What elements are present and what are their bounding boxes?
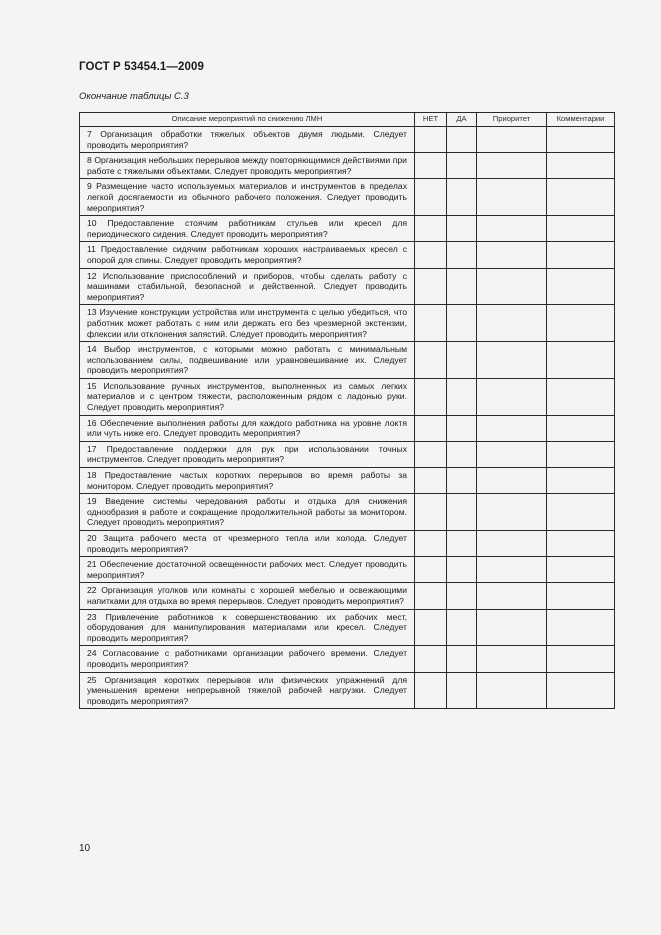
measure-description: 11 Предоставление сидячим работникам хороших настраиваемых кресел с опорой для спины. Следует проводить мероприятия? xyxy=(80,242,415,268)
yes-cell[interactable] xyxy=(447,153,477,179)
page-number: 10 xyxy=(79,843,91,854)
table-row xyxy=(80,216,615,242)
measure-description: 25 Организация коротких перерывов или физических упражнений для уменьшения времени непрерывной тяжелой рабочей нагрузки. Следует проводить мероприятия? xyxy=(80,672,415,709)
no-cell[interactable] xyxy=(415,179,447,216)
measure-description: 7 Организация обработки тяжелых объектов двумя людьми. Следует проводить мероприятия? xyxy=(80,127,415,153)
comments-cell[interactable] xyxy=(547,583,615,609)
table-row xyxy=(80,468,615,494)
comments-cell[interactable] xyxy=(547,609,615,646)
priority-cell[interactable] xyxy=(477,127,547,153)
measure-description: 9 Размещение часто используемых материалов и инструментов в пределах легкой досягаемости из обычного рабочего положения. Следует проводить мероприятия? xyxy=(80,179,415,216)
table-row xyxy=(80,342,615,379)
comments-cell[interactable] xyxy=(547,646,615,672)
yes-cell[interactable] xyxy=(447,415,477,441)
yes-cell[interactable] xyxy=(447,672,477,709)
no-cell[interactable] xyxy=(415,468,447,494)
priority-cell[interactable] xyxy=(477,305,547,342)
yes-cell[interactable] xyxy=(447,531,477,557)
measure-description: 8 Организация небольших перерывов между повторяющимися действиями при работе с тяжелыми объектами. Следует проводить мероприятия? xyxy=(80,153,415,179)
document-standard-title: ГОСТ Р 53454.1—2009 xyxy=(79,61,204,73)
yes-cell[interactable] xyxy=(447,127,477,153)
table-row xyxy=(80,583,615,609)
comments-cell[interactable] xyxy=(547,179,615,216)
priority-cell[interactable] xyxy=(477,646,547,672)
table-row xyxy=(80,415,615,441)
comments-cell[interactable] xyxy=(547,415,615,441)
measure-description: 21 Обеспечение достаточной освещенности рабочих мест. Следует проводить мероприятия? xyxy=(80,557,415,583)
yes-cell[interactable] xyxy=(447,494,477,531)
measure-description: 10 Предоставление стоячим работникам стульев или кресел для периодического сидения. Следует проводить мероприятия? xyxy=(80,216,415,242)
no-cell[interactable] xyxy=(415,153,447,179)
priority-cell[interactable] xyxy=(477,609,547,646)
comments-cell[interactable] xyxy=(547,216,615,242)
measure-description: 12 Использование приспособлений и приборов, чтобы сделать работу с машинами стабильной, безопасной и действенной. Следует проводить мероприятия? xyxy=(80,268,415,305)
no-cell[interactable] xyxy=(415,494,447,531)
no-cell[interactable] xyxy=(415,378,447,415)
yes-cell[interactable] xyxy=(447,583,477,609)
comments-cell[interactable] xyxy=(547,441,615,467)
priority-cell[interactable] xyxy=(477,216,547,242)
comments-cell[interactable] xyxy=(547,494,615,531)
priority-cell[interactable] xyxy=(477,179,547,216)
table-row xyxy=(80,531,615,557)
priority-cell[interactable] xyxy=(477,378,547,415)
priority-cell[interactable] xyxy=(477,415,547,441)
column-header-description: Описание мероприятий по снижению ЛМН xyxy=(80,113,415,127)
priority-cell[interactable] xyxy=(477,468,547,494)
no-cell[interactable] xyxy=(415,342,447,379)
no-cell[interactable] xyxy=(415,531,447,557)
priority-cell[interactable] xyxy=(477,153,547,179)
no-cell[interactable] xyxy=(415,216,447,242)
comments-cell[interactable] xyxy=(547,468,615,494)
comments-cell[interactable] xyxy=(547,557,615,583)
yes-cell[interactable] xyxy=(447,468,477,494)
yes-cell[interactable] xyxy=(447,342,477,379)
table-row xyxy=(80,179,615,216)
yes-cell[interactable] xyxy=(447,378,477,415)
measure-description: 20 Защита рабочего места от чрезмерного тепла или холода. Следует проводить мероприятия? xyxy=(80,531,415,557)
no-cell[interactable] xyxy=(415,268,447,305)
measure-description: 22 Организация уголков или комнаты с хорошей мебелью и освежающими напитками для отдыха во время перерывов. Следует проводить мероприятия? xyxy=(80,583,415,609)
comments-cell[interactable] xyxy=(547,242,615,268)
measure-description: 13 Изучение конструкции устройства или инструмента с целью убедиться, что работник может работать с ним или держать его без чрезмерной экстензии, флексии или отклонения запястий. Следует проводить мероприятия? xyxy=(80,305,415,342)
table-row xyxy=(80,672,615,709)
yes-cell[interactable] xyxy=(447,179,477,216)
priority-cell[interactable] xyxy=(477,494,547,531)
priority-cell[interactable] xyxy=(477,531,547,557)
table-row xyxy=(80,242,615,268)
table-row xyxy=(80,268,615,305)
measure-description: 17 Предоставление поддержки для рук при использовании точных инструментов. Следует проводить мероприятия? xyxy=(80,441,415,467)
yes-cell[interactable] xyxy=(447,557,477,583)
no-cell[interactable] xyxy=(415,672,447,709)
comments-cell[interactable] xyxy=(547,342,615,379)
yes-cell[interactable] xyxy=(447,242,477,268)
no-cell[interactable] xyxy=(415,583,447,609)
measure-description: 15 Использование ручных инструментов, выполненных из самых легких материалов и с центром тяжести, расположенным рядом с ладонью руки. Следует проводить мероприятия? xyxy=(80,378,415,415)
comments-cell[interactable] xyxy=(547,672,615,709)
comments-cell[interactable] xyxy=(547,127,615,153)
comments-cell[interactable] xyxy=(547,378,615,415)
table-row xyxy=(80,494,615,531)
priority-cell[interactable] xyxy=(477,557,547,583)
yes-cell[interactable] xyxy=(447,609,477,646)
column-header-yes: ДА xyxy=(447,113,477,127)
no-cell[interactable] xyxy=(415,305,447,342)
priority-cell[interactable] xyxy=(477,672,547,709)
table-header-row xyxy=(80,113,615,127)
table-row xyxy=(80,646,615,672)
measure-description: 14 Выбор инструментов, с которыми можно работать с минимальным использованием силы, подвешивание или уравновешивание их. Следует проводить мероприятия? xyxy=(80,342,415,379)
table-row xyxy=(80,305,615,342)
yes-cell[interactable] xyxy=(447,646,477,672)
priority-cell[interactable] xyxy=(477,583,547,609)
table-row xyxy=(80,153,615,179)
measures-table xyxy=(79,112,615,709)
no-cell[interactable] xyxy=(415,646,447,672)
comments-cell[interactable] xyxy=(547,531,615,557)
table-row xyxy=(80,441,615,467)
measure-description: 24 Согласование с работниками организации рабочего времени. Следует проводить мероприятия? xyxy=(80,646,415,672)
measure-description: 19 Введение системы чередования работы и отдыха для снижения однообразия в работе и сокращение продолжительной работы за монитором. Следует проводить мероприятия? xyxy=(80,494,415,531)
table-row xyxy=(80,557,615,583)
table-caption: Окончание таблицы С.3 xyxy=(79,91,189,102)
table-row xyxy=(80,609,615,646)
column-header-priority: Приоритет xyxy=(477,113,547,127)
priority-cell[interactable] xyxy=(477,242,547,268)
measure-description: 18 Предоставление частых коротких перерывов во время работы за монитором. Следует проводить мероприятия? xyxy=(80,468,415,494)
no-cell[interactable] xyxy=(415,242,447,268)
measure-description: 16 Обеспечение выполнения работы для каждого работника на уровне локтя или чуть ниже его. Следует проводить мероприятия? xyxy=(80,415,415,441)
column-header-comments: Комментарии xyxy=(547,113,615,127)
no-cell[interactable] xyxy=(415,609,447,646)
yes-cell[interactable] xyxy=(447,268,477,305)
no-cell[interactable] xyxy=(415,557,447,583)
column-header-no: НЕТ xyxy=(415,113,447,127)
comments-cell[interactable] xyxy=(547,153,615,179)
priority-cell[interactable] xyxy=(477,342,547,379)
yes-cell[interactable] xyxy=(447,216,477,242)
yes-cell[interactable] xyxy=(447,305,477,342)
comments-cell[interactable] xyxy=(547,305,615,342)
no-cell[interactable] xyxy=(415,441,447,467)
priority-cell[interactable] xyxy=(477,268,547,305)
priority-cell[interactable] xyxy=(477,441,547,467)
no-cell[interactable] xyxy=(415,127,447,153)
table-row xyxy=(80,127,615,153)
comments-cell[interactable] xyxy=(547,268,615,305)
no-cell[interactable] xyxy=(415,415,447,441)
table-row xyxy=(80,378,615,415)
measure-description: 23 Привлечение работников к совершенствованию их рабочих мест, оборудования для манипулирования материалами или кресел. Следует проводить мероприятия? xyxy=(80,609,415,646)
yes-cell[interactable] xyxy=(447,441,477,467)
